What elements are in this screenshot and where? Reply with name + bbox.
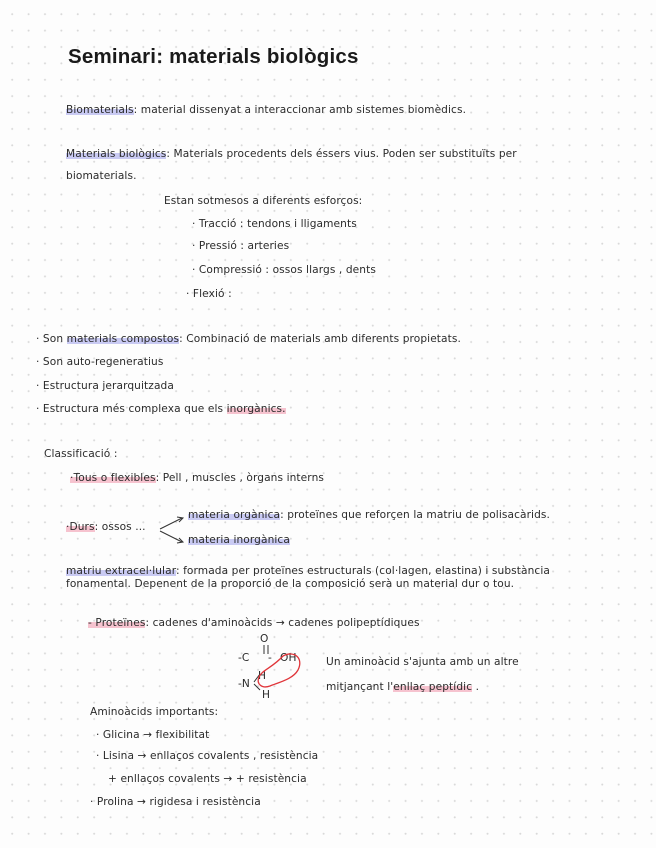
amino-acid-item: + enllaços covalents → + resistència xyxy=(108,773,307,785)
organic-matter-text: : proteïnes que reforçen la matriu de polisacàrids. xyxy=(280,509,551,521)
stress-item: · Flexió : xyxy=(186,288,232,300)
property-prefix: · Son xyxy=(36,333,64,345)
property-text: : Combinació de materials amb diferents propietats. xyxy=(179,333,461,345)
chem-h2: H xyxy=(262,689,271,701)
biological-materials-text: : Materials procedents dels éssers vius. Poden ser substituïts per xyxy=(166,148,517,160)
chem-carbon: -C xyxy=(238,652,250,664)
biomaterials-term: Biomaterials xyxy=(66,104,134,116)
chem-h1: H xyxy=(258,670,267,682)
peptide-note-suffix: . xyxy=(472,681,480,693)
chem-oxygen: O xyxy=(260,633,269,645)
amino-acids-heading: Aminoàcids importants: xyxy=(90,706,219,718)
stress-item: · Compressió : ossos llargs , dents xyxy=(192,264,376,276)
amino-acid-item: · Lisina → enllaços covalents , resistència xyxy=(96,750,319,762)
hard-materials-text: : ossos ... xyxy=(94,521,146,533)
biomaterials-definition xyxy=(66,104,466,116)
chem-nitrogen: -N xyxy=(238,678,250,690)
proteins-text: : cadenes d'aminoàcids → cadenes polipeptídiques xyxy=(145,617,420,629)
stress-intro: Estan sotmesos a diferents esforços: xyxy=(164,195,363,207)
proteins-term: - Proteïnes xyxy=(88,617,146,629)
matrix-text: : formada per proteïnes estructurals (col·lagen, elastina) i substància xyxy=(175,565,550,577)
matrix-term: matriu extracel·lular xyxy=(66,565,176,577)
page-title: Seminari: materials biològics xyxy=(68,45,359,68)
stress-item: · Tracció : tendons i lligaments xyxy=(192,218,357,230)
branch-arrows xyxy=(158,512,188,548)
property-item: · Estructura jerarquitzada xyxy=(36,380,174,392)
composite-materials-term: materials compostos xyxy=(66,333,180,345)
inorganic-matter-term: materia inorgànica xyxy=(188,534,290,546)
amino-acid-item: · Glicina → flexibilitat xyxy=(96,729,210,741)
peptide-note-prefix: mitjançant l' xyxy=(326,681,394,693)
matrix-line2: fonamental. Depenent de la proporció de la composició serà un material dur o tou. xyxy=(66,578,515,590)
soft-materials-text: : Pell , muscles , òrgans interns xyxy=(155,472,325,484)
chem-hydroxyl: OH xyxy=(280,652,297,664)
biomaterials-text: : material dissenyat a interaccionar amb sistemes biomèdics. xyxy=(133,104,467,116)
biological-materials-definition xyxy=(66,148,517,160)
peptide-note-line2 xyxy=(326,681,479,693)
biological-materials-text-line2: biomaterials. xyxy=(66,170,137,182)
organic-branch xyxy=(188,509,550,521)
stress-item: · Pressió : arteries xyxy=(192,240,290,252)
peptide-bond-term: enllaç peptídic xyxy=(393,681,473,693)
soft-materials-line xyxy=(70,472,324,484)
property-item xyxy=(36,403,286,415)
red-circle-annotation xyxy=(250,642,306,700)
amino-acid-item: · Prolina → rigidesa i resistència xyxy=(90,796,261,808)
matrix-line1 xyxy=(66,565,550,577)
hard-materials-line xyxy=(66,521,146,533)
property-item xyxy=(36,333,461,345)
classification-heading: Classificació : xyxy=(44,448,118,460)
inorganic-term: inorgànics. xyxy=(226,403,286,415)
hard-materials-term: ·Durs xyxy=(66,521,95,533)
property-prefix: · Estructura més complexa que els xyxy=(36,403,224,415)
organic-matter-term: materia orgànica xyxy=(188,509,281,521)
property-item: · Son auto-regeneratius xyxy=(36,356,164,368)
inorganic-branch xyxy=(188,534,290,546)
proteins-line xyxy=(88,617,420,629)
soft-materials-term: ·Tous o flexibles xyxy=(70,472,156,484)
biological-materials-term: Materials biològics xyxy=(66,148,167,160)
peptide-note-line1: Un aminoàcid s'ajunta amb un altre xyxy=(326,656,519,668)
chem-dash: - xyxy=(268,652,272,664)
